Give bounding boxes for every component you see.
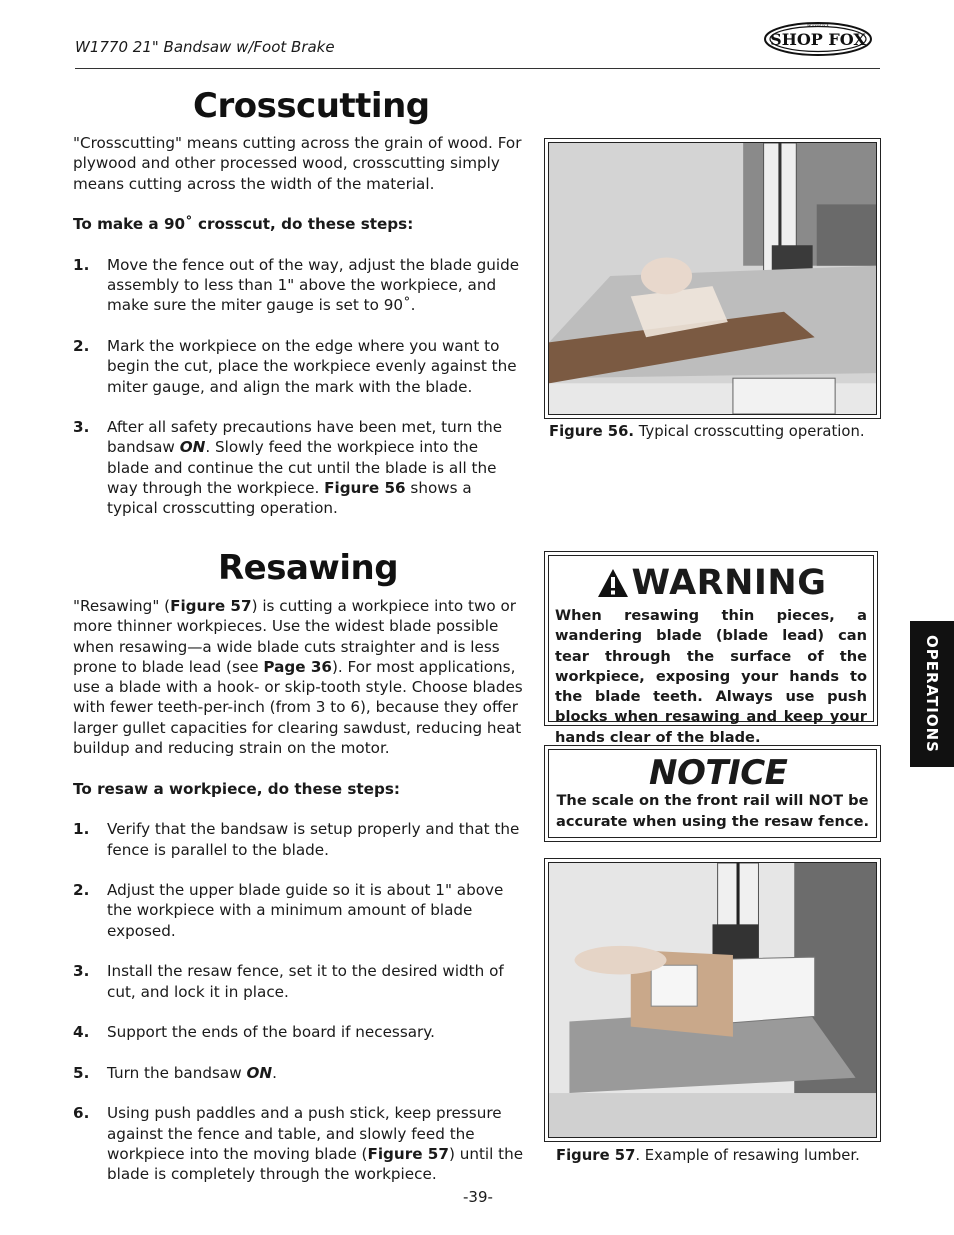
step-number: 5. — [73, 1063, 90, 1082]
svg-text:SHOP FOX: SHOP FOX — [770, 30, 866, 49]
notice-box — [544, 745, 881, 842]
warning-title: WARNING — [631, 563, 827, 603]
crosscutting-heading: Crosscutting — [193, 86, 430, 126]
document-title: W1770 21" Bandsaw w/Foot Brake — [75, 38, 335, 56]
step-text-part: ) until the blade is completely through the workpiece. — [107, 1145, 524, 1184]
resawing-text — [73, 596, 525, 1205]
step-text: Mark the workpiece on the edge where you want to begin the cut, place the workpiece evenly against the miter gauge, and align the mark with the blade. — [107, 336, 517, 396]
step-number: 2. — [73, 336, 90, 355]
caption-text: . Example of resawing lumber. — [635, 1147, 860, 1164]
on-keyword: ON — [179, 438, 206, 457]
crosscutting-intro: "Crosscutting" means cutting across the grain of wood. For plywood and other processed wood, crosscutting simply means cutting across the width of the material. — [73, 134, 522, 193]
step-number: 3. — [73, 962, 90, 981]
page-number: -39- — [463, 1188, 493, 1206]
caption-text: Typical crosscutting operation. — [634, 423, 865, 440]
resaw-step — [73, 1103, 525, 1184]
warning-box — [544, 551, 878, 746]
on-keyword: ON — [246, 1063, 273, 1082]
resawing-photo-illustration — [549, 863, 876, 1137]
header-divider — [75, 68, 880, 69]
section-tab-operations — [910, 621, 954, 767]
step-number: 2. — [73, 881, 90, 900]
step-text: Move the fence out of the way, adjust the blade guide assembly to less than 1" above the workpiece, and make sure the miter gauge is set to 90˚. — [107, 255, 520, 315]
step-text-part: Using push paddles and a push stick, keep pressure against the fence and table, and slowly feed the workpiece into the moving blade ( — [107, 1104, 502, 1164]
step-number: 4. — [73, 1023, 90, 1042]
resawing-intro — [73, 596, 525, 758]
crosscutting-photo-illustration — [549, 143, 876, 414]
page-reference: Page 36 — [263, 657, 332, 676]
svg-text:WOODSTOCK: WOODSTOCK — [807, 23, 829, 28]
step-text: Support the ends of the board if necessary. — [107, 1023, 435, 1042]
figure-reference: Figure 56 — [324, 479, 406, 498]
section-tab-label: OPERATIONS — [923, 635, 942, 753]
step-number: 1. — [73, 820, 90, 839]
crosscut-step — [73, 336, 523, 397]
step-text-part: . Slowly feed the workpiece into the blade and continue the cut until the blade is all the way through the workpiece. — [107, 438, 497, 498]
figure-label: Figure 56. — [549, 423, 635, 440]
step-text: Install the resaw fence, set it to the desired width of cut, and lock it in place. — [107, 962, 504, 1001]
notice-text: The scale on the front rail will NOT be accurate when using the resaw fence. — [555, 792, 870, 830]
figure-reference: Figure 57 — [367, 1145, 449, 1164]
figure-56-caption — [549, 423, 865, 440]
resaw-step — [73, 1022, 525, 1042]
step-number: 3. — [73, 418, 90, 437]
warning-header — [555, 562, 867, 604]
warning-text: When resawing thin pieces, a wandering blade (blade lead) can tear through the surface of the workpiece, exposing your hands to the blade teeth. Always use push blocks when resawing and keep your hands clear of the blade. — [555, 607, 867, 746]
step-text: Adjust the upper blade guide so it is about 1" above the workpiece with a minimum amount of blade exposed. — [107, 881, 504, 940]
resawing-steps-lead: To resaw a workpiece, do these steps: — [73, 779, 400, 798]
crosscut-step — [73, 417, 523, 518]
resawing-heading: Resawing — [218, 548, 399, 588]
notice-title: NOTICE — [649, 753, 788, 793]
figure-56-photo — [544, 138, 881, 419]
resaw-step — [73, 880, 525, 941]
intro-part: ). For most applications, use a blade with a hook- or skip-tooth style. Choose blades with fewer teeth-per-inch (from 3 to 6), because they offer larger gullet capacities for clearing sawdust, reducing heat buildup and reducing strain on the motor. — [73, 657, 523, 758]
step-text — [107, 417, 523, 518]
shop-fox-logo — [763, 21, 873, 57]
step-text — [107, 1063, 525, 1083]
figure-reference: Figure 57 — [170, 597, 252, 615]
figure-label: Figure 57 — [556, 1147, 636, 1164]
resaw-step — [73, 961, 525, 1002]
step-text: Verify that the bandsaw is setup properly and that the fence is parallel to the blade. — [107, 820, 520, 859]
step-text-part: After all safety precautions have been met, turn the bandsaw — [107, 418, 503, 457]
crosscutting-text — [73, 133, 523, 539]
crosscutting-steps-lead: To make a 90˚ crosscut, do these steps: — [73, 215, 414, 234]
resaw-step — [73, 1063, 525, 1083]
step-text-part: Turn the bandsaw — [107, 1063, 247, 1082]
figure-57-photo — [544, 858, 881, 1142]
step-text-part: shows a typical crosscutting operation. — [107, 479, 472, 518]
step-number: 1. — [73, 255, 90, 274]
step-text-part: . — [272, 1063, 277, 1082]
warning-triangle-icon — [596, 567, 630, 599]
step-text — [107, 1103, 525, 1184]
intro-part: ) is cutting a workpiece into two or more thinner workpieces. Use the widest blade possible when resawing—a wide blade cuts straighter and is less prone to blade lead (see — [73, 597, 517, 676]
step-number: 6. — [73, 1104, 90, 1123]
figure-57-caption — [556, 1147, 860, 1164]
resaw-step — [73, 819, 525, 860]
intro-part: "Resawing" ( — [73, 597, 171, 615]
crosscut-step — [73, 255, 523, 316]
